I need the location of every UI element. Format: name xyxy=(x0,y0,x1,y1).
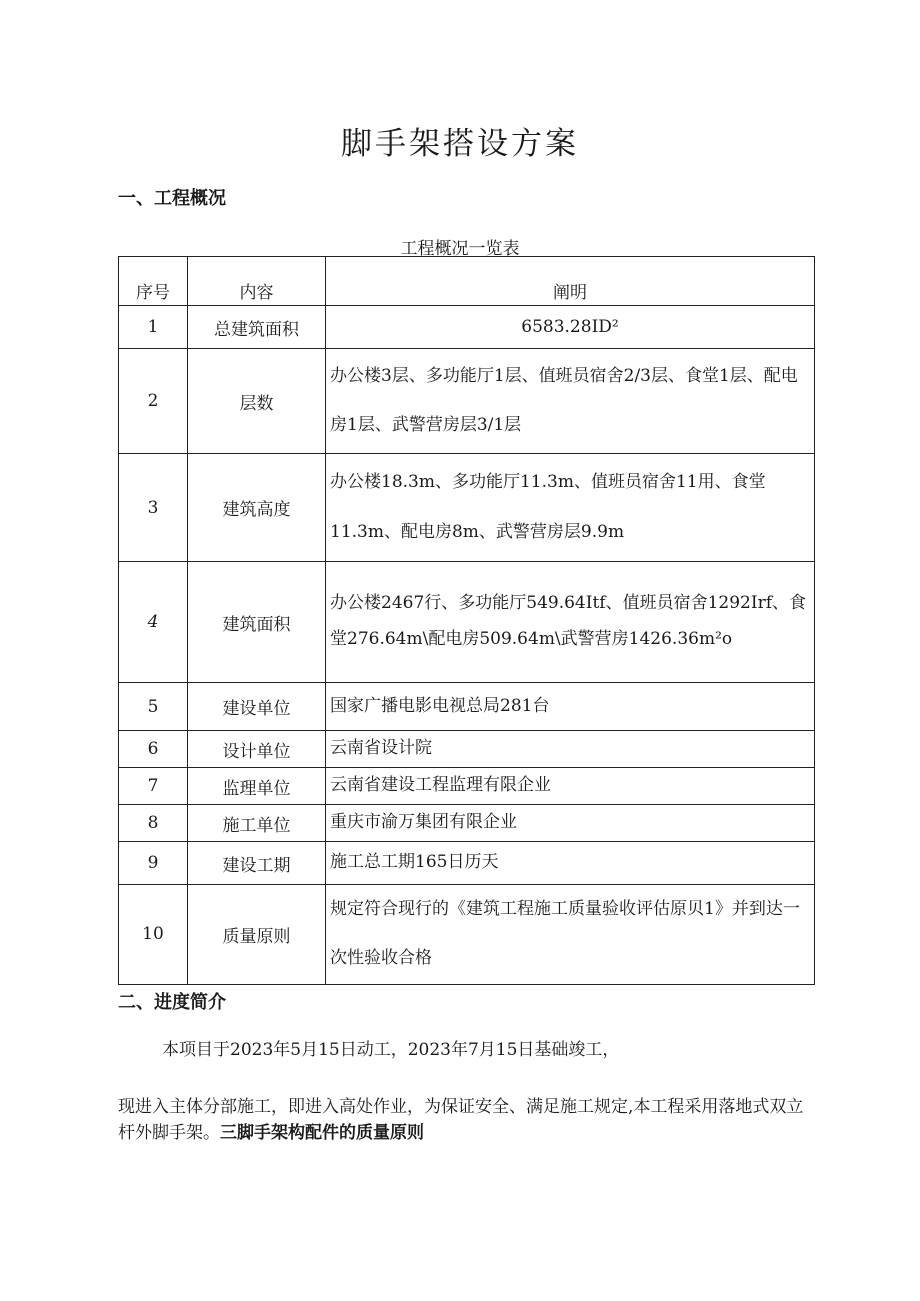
table-header-row xyxy=(119,257,815,306)
row-item: 建筑面积 xyxy=(188,562,326,683)
row-desc: 施工总工期165日历天 xyxy=(326,842,815,885)
row-no: 9 xyxy=(119,842,188,885)
table-row xyxy=(119,683,815,731)
row-item: 层数 xyxy=(188,349,326,454)
page-title: 脚手架搭设方案 xyxy=(341,126,579,162)
row-item: 建设工期 xyxy=(188,842,326,885)
row-item: 建筑高度 xyxy=(188,454,326,562)
overview-table xyxy=(118,256,815,985)
section-heading-overview: 一、工程概况 xyxy=(118,188,226,209)
table-row xyxy=(119,731,815,768)
row-no: 6 xyxy=(119,731,188,768)
table-row xyxy=(119,562,815,683)
row-item: 监理单位 xyxy=(188,768,326,805)
row-no: 2 xyxy=(119,349,188,454)
row-item: 质量原则 xyxy=(188,885,326,985)
row-desc: 云南省设计院 xyxy=(326,731,815,768)
header-item: 内容 xyxy=(188,257,326,306)
row-no: 4 xyxy=(119,562,188,683)
header-no: 序号 xyxy=(119,257,188,306)
section-heading-progress: 二、进度简介 xyxy=(118,992,226,1013)
section-heading-quality: 三脚手架构配件的质量原则 xyxy=(220,1122,424,1143)
row-item: 总建筑面积 xyxy=(188,306,326,349)
table-row xyxy=(119,842,815,885)
row-no: 3 xyxy=(119,454,188,562)
table-row xyxy=(119,768,815,805)
row-no: 8 xyxy=(119,805,188,842)
row-desc: 重庆市渝万集团有限企业 xyxy=(326,805,815,842)
progress-paragraph-1: 本项目于2023年5月15日动工，2023年7月15日基础竣工， xyxy=(162,1040,620,1060)
progress-paragraph-2-text: 现进入主体分部施工，即进入高处作业，为保证安全、满足施工规定,本工程采用落地式双立杆外脚手架。 xyxy=(118,1097,804,1143)
row-desc: 国家广播电影电视总局281台 xyxy=(326,683,815,731)
table-row xyxy=(119,454,815,562)
table-row xyxy=(119,349,815,454)
row-item: 建设单位 xyxy=(188,683,326,731)
row-desc: 办公楼3层、多功能厅1层、值班员宿舍2/3层、食堂1层、配电房1层、武警营房层3/1层 xyxy=(326,349,815,454)
table-row xyxy=(119,885,815,985)
row-no: 1 xyxy=(119,306,188,349)
row-no: 7 xyxy=(119,768,188,805)
row-desc: 规定符合现行的《建筑工程施工质量验收评估原贝1》并到达一次性验收合格 xyxy=(326,885,815,985)
table-caption: 工程概况一览表 xyxy=(400,239,520,259)
header-desc: 阐明 xyxy=(326,257,815,306)
table-row xyxy=(119,805,815,842)
row-desc: 云南省建设工程监理有限企业 xyxy=(326,768,815,805)
progress-paragraph-2 xyxy=(118,1095,818,1146)
table-row xyxy=(119,306,815,349)
row-item: 施工单位 xyxy=(188,805,326,842)
row-item: 设计单位 xyxy=(188,731,326,768)
row-no: 10 xyxy=(119,885,188,985)
row-no: 5 xyxy=(119,683,188,731)
row-desc: 6583.28ID² xyxy=(326,306,815,349)
row-desc: 办公楼18.3m、多功能厅11.3m、值班员宿舍11用、食堂11.3m、配电房8m、武警营房层9.9m xyxy=(326,454,815,562)
row-desc: 办公楼2467行、多功能厅549.64Itf、值班员宿舍1292Irf、食堂276.64m\配电房509.64m\武警营房1426.36m²o xyxy=(326,562,815,683)
